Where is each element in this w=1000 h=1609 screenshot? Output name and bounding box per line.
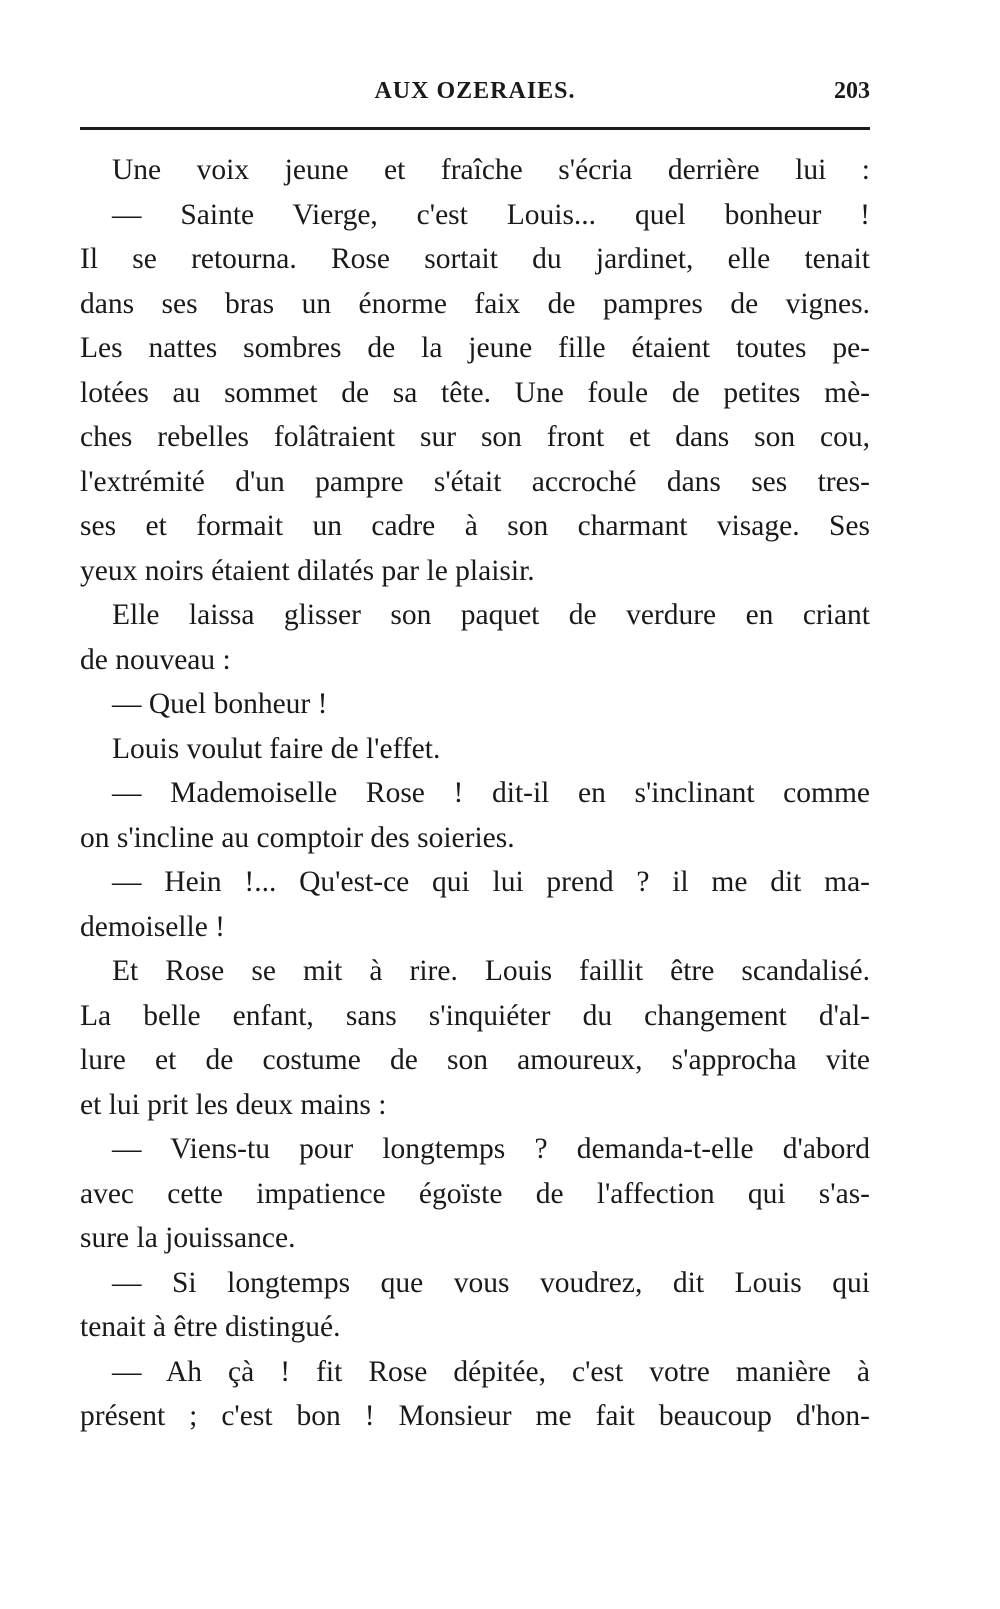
text-line: on s'incline au comptoir des soieries. <box>80 821 515 854</box>
text-line: La belle enfant, sans s'inquiéter du changement d'al- <box>80 999 870 1032</box>
text-line: dans ses bras un énorme faix de pampres de vignes. <box>80 287 870 320</box>
text-line: — Ah çà ! fit Rose dépitée, c'est votre manière à <box>112 1355 870 1388</box>
text-line: sure la jouissance. <box>80 1222 296 1254</box>
page-header <box>80 78 870 118</box>
running-title: AUX OZERAIES. <box>374 78 576 104</box>
text-line: — Hein !... Qu'est-ce qui lui prend ? il me dit ma- <box>112 866 870 898</box>
text-line: ses et formait un cadre à son charmant visage. Ses <box>80 510 870 542</box>
text-line: lure et de costume de son amoureux, s'approcha vite <box>80 1044 870 1076</box>
text-line: Louis voulut faire de l'effet. <box>112 732 441 765</box>
text-line: Les nattes sombres de la jeune fille étaient toutes pe- <box>80 332 870 364</box>
text-line: de nouveau : <box>80 643 231 676</box>
text-line: — Mademoiselle Rose ! dit-il en s'inclinant comme <box>112 777 870 809</box>
text-line: — Viens-tu pour longtemps ? demanda-t-elle d'abord <box>112 1133 870 1165</box>
text-line: lotées au sommet de sa tête. Une foule de petites mè- <box>80 376 870 409</box>
text-line: — Sainte Vierge, c'est Louis... quel bonheur ! <box>112 198 870 231</box>
text-line: Une voix jeune et fraîche s'écria derrière lui : <box>112 154 870 186</box>
header-rule <box>80 127 870 130</box>
text-line: yeux noirs étaient dilatés par le plaisir. <box>80 554 535 587</box>
text-line: présent ; c'est bon ! Monsieur me fait beaucoup d'hon- <box>80 1400 870 1432</box>
text-line: Il se retourna. Rose sortait du jardinet, elle tenait <box>80 243 870 275</box>
body-text <box>80 148 870 1439</box>
text-line: l'extrémité d'un pampre s'était accroché dans ses tres- <box>80 465 870 498</box>
text-line: Et Rose se mit à rire. Louis faillit être scandalisé. <box>112 955 870 987</box>
text-line: tenait à être distingué. <box>80 1311 341 1343</box>
text-line: demoiselle ! <box>80 910 225 943</box>
text-line: et lui prit les deux mains : <box>80 1088 387 1121</box>
text-line: ches rebelles folâtraient sur son front et dans son cou, <box>80 421 870 453</box>
text-line: — Si longtemps que vous voudrez, dit Louis qui <box>112 1266 870 1299</box>
page-number: 203 <box>834 78 870 104</box>
text-line: — Quel bonheur ! <box>112 688 328 720</box>
text-line: Elle laissa glisser son paquet de verdure en criant <box>112 599 870 631</box>
text-line: avec cette impatience égoïste de l'affection qui s'as- <box>80 1177 870 1210</box>
